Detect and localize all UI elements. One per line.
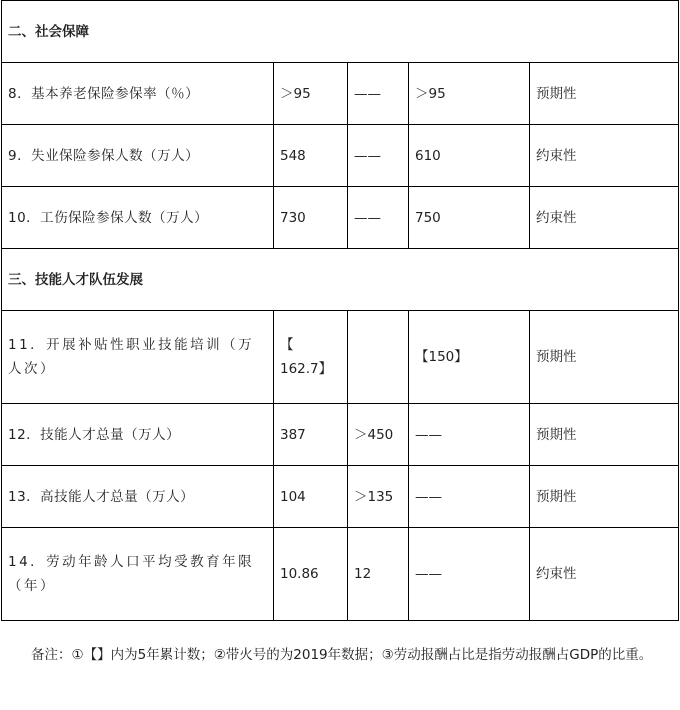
- indicator-name: 12．技能人才总量（万人）: [2, 404, 274, 466]
- target-2020-value: [348, 311, 409, 404]
- baseline-value: 387: [274, 404, 348, 466]
- baseline-value: 548: [274, 125, 348, 187]
- section-header-row: [2, 249, 679, 311]
- target-2020-value: ——: [348, 125, 409, 187]
- indicator-name: 14．劳动年龄人口平均受教育年限（年）: [2, 528, 274, 621]
- table-row: [2, 466, 679, 528]
- indicator-name: 13．高技能人才总量（万人）: [2, 466, 274, 528]
- target-2025-value: 750: [409, 187, 530, 249]
- target-2020-value: ——: [348, 187, 409, 249]
- table-row: [2, 125, 679, 187]
- section-title: 二、社会保障: [2, 1, 679, 63]
- baseline-value: 【 162.7】: [274, 311, 348, 404]
- target-2020-value: ＞450: [348, 404, 409, 466]
- footnote: 备注：①【】内为5年累计数；②带火号的为2019年数据；③劳动报酬占比是指劳动报酬占GDP的比重。: [31, 647, 653, 663]
- target-2025-value: 【150】: [409, 311, 530, 404]
- indicator-name: 10．工伤保险参保人数（万人）: [2, 187, 274, 249]
- indicator-name: 11．开展补贴性职业技能培训（万人次）: [2, 311, 274, 404]
- section-header-row: [2, 1, 679, 63]
- indicator-attribute: 预期性: [530, 466, 679, 528]
- target-2025-value: ——: [409, 466, 530, 528]
- target-2025-value: 610: [409, 125, 530, 187]
- target-2020-value: 12: [348, 528, 409, 621]
- table-row: [2, 63, 679, 125]
- table-row: [2, 528, 679, 621]
- baseline-value: 730: [274, 187, 348, 249]
- indicator-attribute: 预期性: [530, 311, 679, 404]
- indicator-name: 9．失业保险参保人数（万人）: [2, 125, 274, 187]
- baseline-value: 10.86: [274, 528, 348, 621]
- target-2020-value: ——: [348, 63, 409, 125]
- target-2025-value: ——: [409, 528, 530, 621]
- indicator-attribute: 约束性: [530, 528, 679, 621]
- indicator-attribute: 预期性: [530, 404, 679, 466]
- section-title: 三、技能人才队伍发展: [2, 249, 679, 311]
- baseline-value: ＞95: [274, 63, 348, 125]
- indicator-table: [1, 0, 679, 621]
- table-row: [2, 187, 679, 249]
- target-2025-value: ＞95: [409, 63, 530, 125]
- table-row: [2, 311, 679, 404]
- baseline-value: 104: [274, 466, 348, 528]
- indicator-name: 8．基本养老保险参保率（％）: [2, 63, 274, 125]
- indicator-attribute: 约束性: [530, 125, 679, 187]
- target-2025-value: ——: [409, 404, 530, 466]
- indicator-attribute: 预期性: [530, 63, 679, 125]
- table-row: [2, 404, 679, 466]
- indicator-attribute: 约束性: [530, 187, 679, 249]
- target-2020-value: ＞135: [348, 466, 409, 528]
